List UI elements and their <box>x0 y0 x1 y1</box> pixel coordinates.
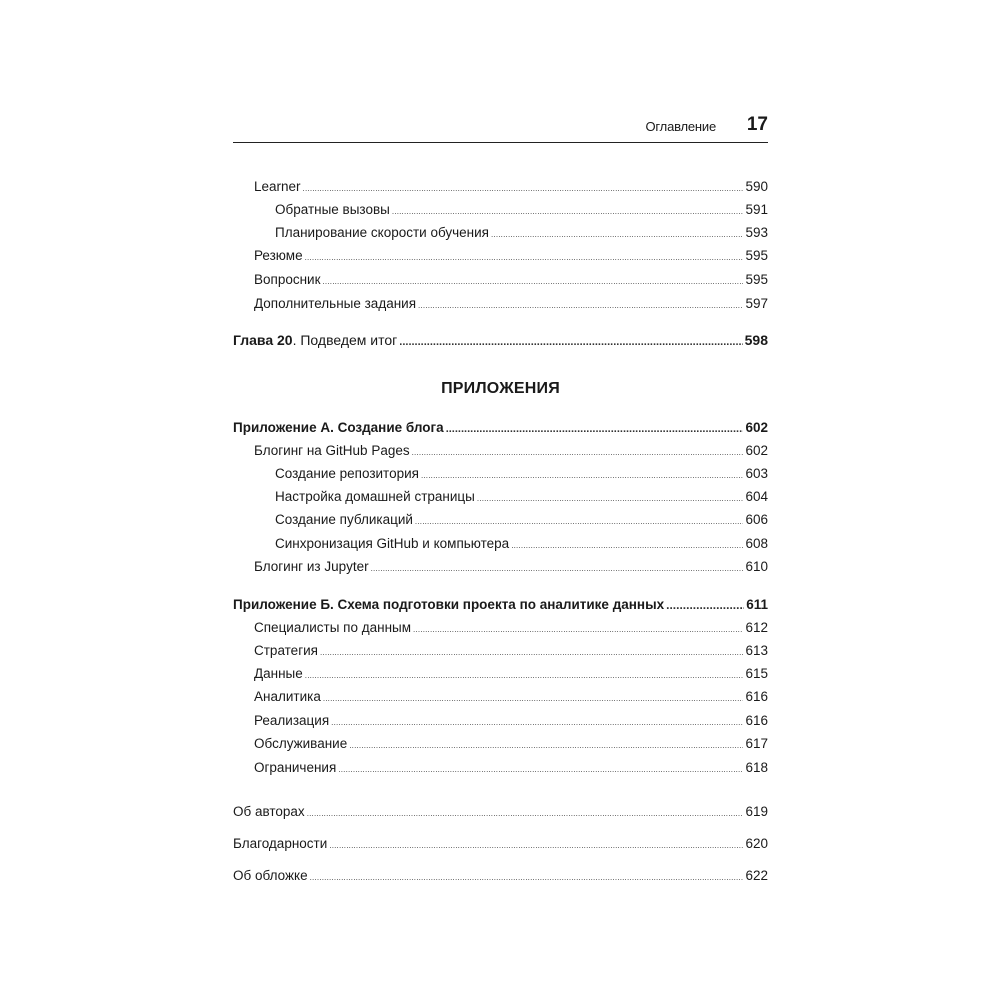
chapter-page: 598 <box>744 332 768 348</box>
toc-entry-label: Настройка домашней страницы <box>275 489 475 504</box>
dot-leader <box>415 517 744 526</box>
dot-leader <box>511 541 743 550</box>
dot-leader <box>491 230 743 239</box>
toc-entry-label: Создание репозитория <box>275 466 419 481</box>
dot-leader <box>399 336 742 348</box>
toc-entry-page: 603 <box>745 466 768 481</box>
toc-entry-label: Резюме <box>254 248 303 263</box>
toc-entry-page: 616 <box>745 713 768 728</box>
toc-entry-label: Создание публикаций <box>275 512 413 527</box>
toc-entry-page: 610 <box>745 559 768 574</box>
dot-leader <box>303 184 744 193</box>
dot-leader <box>329 841 743 850</box>
toc-entry-page: 615 <box>745 666 768 681</box>
toc-entry-label: Планирование скорости обучения <box>275 225 489 240</box>
toc-entry[interactable] <box>275 512 768 532</box>
toc-entry-label: Аналитика <box>254 689 321 704</box>
toc-appendix-b-entry[interactable] <box>233 597 768 617</box>
toc-backmatter-entry[interactable] <box>233 804 768 824</box>
chapter-label <box>233 332 397 348</box>
dot-leader <box>666 598 744 612</box>
running-header <box>233 112 768 143</box>
dot-leader <box>421 471 744 480</box>
toc-entry-page: 595 <box>745 248 768 263</box>
toc-entry[interactable] <box>275 202 768 222</box>
dot-leader <box>331 718 743 727</box>
toc-entry-label: Об обложке <box>233 868 308 883</box>
toc-entry[interactable] <box>254 736 768 756</box>
chapter-number: Глава 20 <box>233 332 293 348</box>
toc-entry-label: Реализация <box>254 713 330 728</box>
toc-entry[interactable] <box>275 489 768 509</box>
toc-entry-page: 618 <box>745 760 768 775</box>
toc-entry[interactable] <box>275 536 768 556</box>
toc-entry-label: Данные <box>254 666 303 681</box>
toc-entry-page: 613 <box>745 643 768 658</box>
toc-entry[interactable] <box>254 666 768 686</box>
toc-entry-page: 619 <box>745 804 768 819</box>
toc-entry[interactable] <box>254 713 768 733</box>
toc-entry-label: Блогинг на GitHub Pages <box>254 443 410 458</box>
toc-entry-label: Обслуживание <box>254 736 348 751</box>
toc-entry-page: 622 <box>745 868 768 883</box>
toc-entry[interactable] <box>254 760 768 780</box>
dot-leader <box>310 873 744 882</box>
dot-leader <box>323 694 744 703</box>
toc-entry[interactable] <box>254 296 768 316</box>
toc-entry[interactable] <box>254 179 768 199</box>
toc-entry-page: 602 <box>745 443 768 458</box>
toc-entry[interactable] <box>254 443 768 463</box>
toc-entry[interactable] <box>254 689 768 709</box>
toc-entry[interactable] <box>254 620 768 640</box>
dot-leader <box>307 809 744 818</box>
toc-entry-page: 593 <box>745 225 768 240</box>
toc-entry-page: 612 <box>745 620 768 635</box>
toc-entry-page: 617 <box>745 736 768 751</box>
header-page-number: 17 <box>746 114 768 135</box>
toc-entry-page: 591 <box>745 202 768 217</box>
appendix-label: Приложение А. Создание блога <box>233 420 444 435</box>
toc-entry-page: 590 <box>745 179 768 194</box>
toc-entry-label: Блогинг из Jupyter <box>254 559 369 574</box>
toc-chapter-entry[interactable] <box>233 332 768 352</box>
dot-leader <box>477 494 744 503</box>
toc-entry-label: Дополнительные задания <box>254 296 417 311</box>
toc-entry-label: Learner <box>254 179 301 194</box>
toc-entry-page: 620 <box>745 836 768 851</box>
toc-entry-page: 604 <box>745 489 768 504</box>
appendix-page: 602 <box>745 420 768 435</box>
appendices-heading: ПРИЛОЖЕНИЯ <box>441 380 560 397</box>
toc-entry[interactable] <box>275 466 768 486</box>
toc-entry-label: Специалисты по данным <box>254 620 412 635</box>
header-title: Оглавление <box>645 119 716 134</box>
toc-entry-page: 606 <box>745 512 768 527</box>
toc-entry[interactable] <box>254 272 768 292</box>
dot-leader <box>320 648 744 657</box>
toc-entry-label: Стратегия <box>254 643 318 658</box>
dot-leader <box>338 765 743 774</box>
toc-entry[interactable] <box>254 643 768 663</box>
appendix-label: Приложение Б. Схема подготовки проекта по аналитике данных <box>233 597 665 612</box>
appendix-page: 611 <box>746 597 768 612</box>
toc-entry-page: 597 <box>745 296 768 311</box>
dot-leader <box>305 253 744 262</box>
toc-entry-page: 608 <box>745 536 768 551</box>
toc-entry-label: Вопросник <box>254 272 321 287</box>
toc-entry-label: Об авторах <box>233 804 305 819</box>
toc-entry[interactable] <box>254 559 768 579</box>
dot-leader <box>446 423 744 435</box>
toc-entry-page: 595 <box>745 272 768 287</box>
dot-leader <box>305 671 744 680</box>
toc-appendix-a-entry[interactable] <box>233 420 768 440</box>
dot-leader <box>418 301 743 310</box>
dot-leader <box>323 277 744 286</box>
dot-leader <box>412 448 744 457</box>
toc-entry[interactable] <box>275 225 768 245</box>
toc-entry-page: 616 <box>745 689 768 704</box>
chapter-title: . Подведем итог <box>292 332 398 348</box>
dot-leader <box>413 625 743 634</box>
toc-entry[interactable] <box>254 248 768 268</box>
dot-leader <box>392 207 744 216</box>
toc-entry-label: Ограничения <box>254 760 337 775</box>
toc-backmatter-entry[interactable] <box>233 868 768 888</box>
toc-entry-label: Синхронизация GitHub и компьютера <box>275 536 510 551</box>
dot-leader <box>371 564 744 573</box>
dot-leader <box>349 741 743 750</box>
toc-entry-label: Обратные вызовы <box>275 202 390 217</box>
toc-entry-label: Благодарности <box>233 836 328 851</box>
toc-backmatter-entry[interactable] <box>233 836 768 856</box>
